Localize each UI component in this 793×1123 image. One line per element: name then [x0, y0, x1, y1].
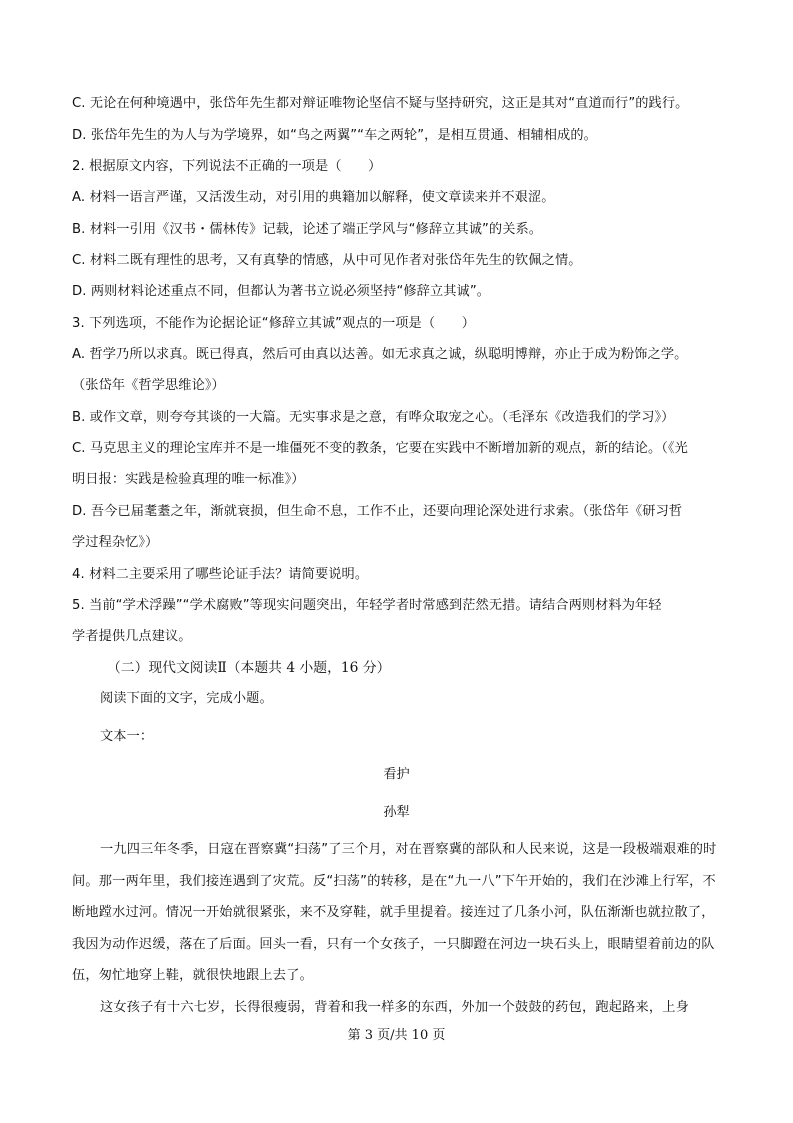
q3-option-c-line1: C. 马克思主义的理论宝库并不是一堆僵死不变的教条，它要在实践中不断增加新的观点，新的结论。（《光: [72, 441, 688, 456]
page-footer: 第 3 页/共 10 页: [347, 1028, 446, 1043]
q3-option-a-line1: A. 哲学乃所以求真。既已得真，然后可由真以达善。如无求真之诚，纵聪明博辩，亦止于成为粉饰之学。: [72, 347, 688, 362]
article-paragraph-1: 一九四三年冬季，日寇在晋察冀“扫荡”了三个月，对在晋察冀的部队和人民来说，这是一段极端艰难的时间。那一两年里，我们接连遇到了灾荒。反“扫荡”的转移，是在“九一八”下午开始的，我们在沙滩上行军，不断地蹚水过河。情况一开始就很紧张，来不及穿鞋，就手里提着。接连过了几条小河，队伍渐渐也就拉散了，我因为动作迟缓，落在了后面。回头一看，只有一个女孩子，一只脚蹬在河边一块石头上，眼睛望着前边的队伍，匆忙地穿上鞋，就很快地跟上去了。: [72, 842, 717, 983]
q1-option-d: D. 张岱年先生的为人与为学境界，如“鸟之两翼”“车之两轮”，是相互贯通、相辅相成的。: [72, 128, 597, 143]
q1-option-c: C. 无论在何种境遇中，张岱年先生都对辩证唯物论坚信不疑与坚持研究，这正是其对“直道而行”的践行。: [72, 96, 689, 111]
q3-option-c-line2: 明日报：实践是检验真理的唯一标准》）: [72, 472, 305, 487]
article-title: 看护: [383, 767, 410, 782]
section-title: （二）现代文阅读Ⅱ（本题共 4 小题，16 分）: [107, 660, 391, 676]
q2-option-b: B. 材料一引用《汉书・儒林传》记载，论述了端正学风与“修辞立其诚”的关系。: [72, 222, 543, 237]
q3-stem: 3. 下列选项，不能作为论据论证“修辞立其诚”观点的一项是（ ）: [72, 316, 475, 331]
q5-line2: 学者提供几点建议。: [72, 629, 192, 644]
q3-option-b: B. 或作文章，则夸夸其谈的一大篇。无实事求是之意，有哗众取宠之心。（毛泽东《改造我们的学习》）: [72, 410, 675, 425]
q2-stem: 2. 根据原文内容，下列说法不正确的一项是（ ）: [72, 159, 382, 174]
section-instruction: 阅读下面的文字，完成小题。: [100, 691, 273, 706]
q3-option-d-line1: D. 吾今已届耄耋之年，渐就衰损，但生命不息，工作不止，还要向理论深处进行求索。（张岱年《研习哲: [72, 504, 683, 519]
q2-option-d: D. 两则材料论述重点不同，但都认为著书立说必须坚持“修辞立其诚”。: [72, 284, 491, 299]
article-author: 孙犁: [383, 805, 410, 820]
text-one-label: 文本一：: [100, 729, 154, 744]
q2-option-c: C. 材料二既有理性的思考，又有真挚的情感，从中可见作者对张岱年先生的钦佩之情。: [72, 253, 582, 268]
article-paragraph-2: 这女孩子有十六七岁，长得很瘦弱，背着和我一样多的东西，外加一个鼓鼓的药包，跑起路来，上身: [100, 1000, 690, 1015]
q2-option-a: A. 材料一语言严谨，又活泼生动，对引用的典籍加以解释，使文章读来并不艰涩。: [72, 190, 555, 205]
q5-line1: 5. 当前“学术浮躁”“学术腐败”等现实问题突出，年轻学者时常感到茫然无措。请结合两则材料为年轻: [72, 598, 662, 613]
q3-option-a-line2: （张岱年《哲学思维论》）: [72, 378, 225, 393]
q3-option-d-line2: 学过程杂忆》）: [72, 535, 159, 550]
q4-stem: 4. 材料二主要采用了哪些论证手法？请简要说明。: [72, 567, 369, 582]
